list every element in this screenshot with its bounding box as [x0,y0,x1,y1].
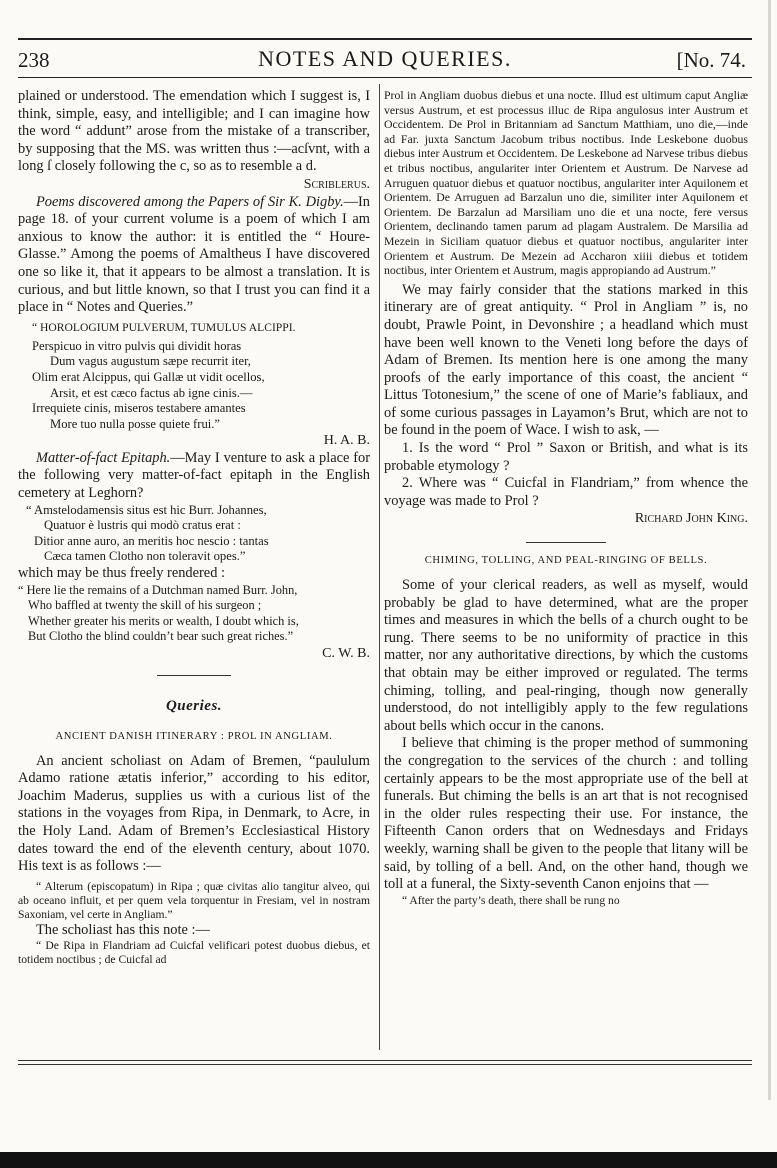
stations-paragraph: We may fairly consider that the stations marked in this itinerary are of great antiquity. “ Prol in Angliam ” is, no doubt, Prawle Point, in Devonshire ; a headland which must have been well known to the Veneti long before the days of Adam of Bremen. Its mention here is one among the many proofs of the early importance of this coast, the ancient “ Littus Totonesium,” the scene of one of Marie’s fabliaux, and of some curious passages in Layamon’s Brut, which are not to be found in the poem of Wace. I wish to ask, — [384,281,748,439]
itinerary-quote: “ Alterum (episcopatum) in Ripa ; quæ civitas alio tangitur alveo, qui ab oceano influit, et per quem vela torquentur in Fresiam, vel in nostram Saxoniam, vel certe in Angliam.” [18,879,370,921]
translation-line: Whether greater his merits or wealth, I doubt which is, [28,613,299,628]
english-translation [18,583,370,645]
running-head [18,44,752,74]
translation-line: Who baffled at twenty the skill of his surgeon ; [28,598,262,613]
right-column [384,88,748,908]
queries-section-title: Queries. [165,697,223,714]
epitaph-line: Cæca tamen Clotho non toleravit opes.” [44,549,246,564]
scholiast-intro: The scholiast has this note :— [36,921,210,938]
header-rule [18,77,752,78]
epitaph-line: Quatuor è lustris qui modò cratus erat : [44,518,241,533]
issue-number: [No. 74. [676,48,746,72]
rendered-intro: which may be thus freely rendered : [18,565,225,582]
scholiast-quote-start: “ De Ripa in Flandriam ad Cuicfal velificari potest duobus diebus, et totidem noctibus ; de Cuicfal ad [18,939,370,967]
signature-king: Richard John King. [634,511,748,527]
bells-paragraph-2: I believe that chiming is the proper method of summoning the congregation to the services of the church : and tolling certainly appears to be the most appropriate use of the bell at funerals. But chiming the bells is an art that is not recognised in the older rules respecting their use. For instance, the Fifteenth Canon orders that on Wednesdays and Fridays weekly, warning shall be given to the people that litany will be said, by tolling of a bell. And, on the other hand, though we toll at a funeral, the Sixty-seventh Canon enjoins that — [384,735,748,893]
canon-quote-start: “ After the party’s death, there shall be rung no [402,893,620,907]
section-rule [157,675,231,676]
digby-title: Poems discovered among the Papers of Sir K. Digby. [36,193,344,210]
latin-epitaph [26,503,370,565]
epitaph-line: “ Amstelodamensis situs est hic Burr. Johannes, [26,502,267,517]
signature-cwb: C. W. B. [322,646,370,661]
question-one: 1. Is the word “ Prol ” Saxon or British, and what is its probable etymology ? [384,440,748,474]
top-rule [18,38,752,40]
bottom-rule [18,1064,752,1065]
scholiast-quote-continued: Prol in Angliam duobus diebus et una nocte. Illud est ultimum caput Angliæ versus Austrum, et est processus illuc de Ripa angulosus inter Austrum et Occidentem. De Prol in Britanniam ad Sanctum Matthiam, uno die,—inde ad Far. juxta Sanctum Jacobum tribus noctibus. Inde Leskebone duobus diebus inter Austrum et Occidentem. De Leskebone ad Narvese tribus diebus et tribus noctibus, angulariter inter Orientem et Austrum. De Narvese ad Arruguen quatuor diebus et quatuor noctibus, angulariter inter Aquilonem et Orientem. De Arruguen ad Barzalun uno die, similiter inter Aquilonem et Orientem. De Barzalun ad Marsiliam uno die et una nocte, fere versus Orientem, declinando tamen parum ad plagam Australem. De Marsilia ad Mezein in Siciliam quatuor diebus et quatuor noctibus, angulariter inter Orientem et Austrum. De Mezein ad Accharon xiiii diebus et totidem noctibus, inter Orientem et Austrum, magis appropiando ad Austrum.” [384,88,748,278]
epitaph-title: Matter-of-fact Epitaph. [36,449,171,466]
digby-paragraph [18,194,370,317]
epitaph-intro: —May I venture to ask a place for the following very matter-of-fact epitaph in the English cemetery at Leghorn? [18,449,371,502]
poem-line: More tuo nulla posse quiete frui.” [50,416,220,431]
poem-line: Arsit, et est cæco factus ab igne cinis.— [50,385,253,400]
poem-line: Olim erat Alcippus, qui Gallæ ut vidit ocellos, [32,369,265,384]
journal-page [14,0,752,1168]
section-rule [526,542,606,543]
translation-line: But Clotho the blind couldn’t bear such great riches.” [28,629,294,644]
column-separator [379,84,380,1050]
digby-text: —In page 18. of your current volume is a poem of which I am anxious to know the author: it is entitled the “ Houre-Glasse.” Among the poems of Amaltheus I have discovered one so like it, that it appears to be almost a translation. It is curious, and but little known, so that I trust you can find it a place in “ Notes and Queries.” [18,193,370,316]
itinerary-paragraph: An ancient scholiast on Adam of Bremen, “paululum Adamo ratione ætatis inferior,” according to his editor, Joachim Maderus, supplies us with a curious list of the stations in the voyages from Ripa, in Denmark, to Acre, in the Holy Land. Adam of Bremen’s Ecclesiastical History dates toward the end of the eleventh century, about 1070. His text is as follows :— [18,752,370,875]
poem-line: Dum vagus augustum sæpe recurrit iter, [50,354,251,369]
latin-poem [32,339,370,433]
poem-line: Irrequiete cinis, miseros testabere amantes [32,401,246,416]
poem-line: Perspicuo in vitro pulvis qui dividit horas [32,338,242,353]
translation-line: “ Here lie the remains of a Dutchman named Burr. John, [18,582,298,597]
signature-scriblerus: Scriblerus. [303,176,370,192]
itinerary-heading: ANCIENT DANISH ITINERARY : PROL IN ANGLIAM. [55,730,333,742]
scan-edge [0,1152,777,1168]
page-edge-shadow [768,0,771,1100]
bottom-rule [18,1060,752,1061]
bells-heading: CHIMING, TOLLING, AND PEAL-RINGING OF BELLS. [424,555,708,567]
scriblerus-paragraph: plained or understood. The emendation which I suggest is, I think, simple, easy, and intelligible; and I can imagine how the word “ addunt” arose from the mistake of a transcriber, by supposing that the MS. was written thus :—acſvnt, with a long ſ closely following the c, so as to resemble a d. [18,88,370,175]
poem-heading: “ HOROLOGIUM PULVERUM, TUMULUS ALCIPPI. [32,320,296,334]
epitaph-paragraph [18,450,370,503]
left-column [18,88,370,967]
signature-hab: H. A. B. [323,433,370,449]
question-two: 2. Where was “ Cuicfal in Flandriam,” from whence the voyage was made to Prol ? [384,475,748,509]
bells-paragraph-1: Some of your clerical readers, as well as myself, would probably be glad to have determined, what are the proper times and measures in which the bells of a church ought to be rung. There seems to be no uniformity of practice in this matter, nor any authoritative directions, by which the customs that obtain may be either improved or regulated. The terms chiming, tolling, and peal-ringing, though now generally understood, do not intelligibly apply to the few regulations about bells which occur in the canons. [384,577,748,734]
epitaph-line: Ditior anne auro, an meritis hoc nescio : tantas [34,533,269,548]
page-number: 238 [18,48,50,72]
journal-title: NOTES AND QUERIES. [258,46,512,71]
